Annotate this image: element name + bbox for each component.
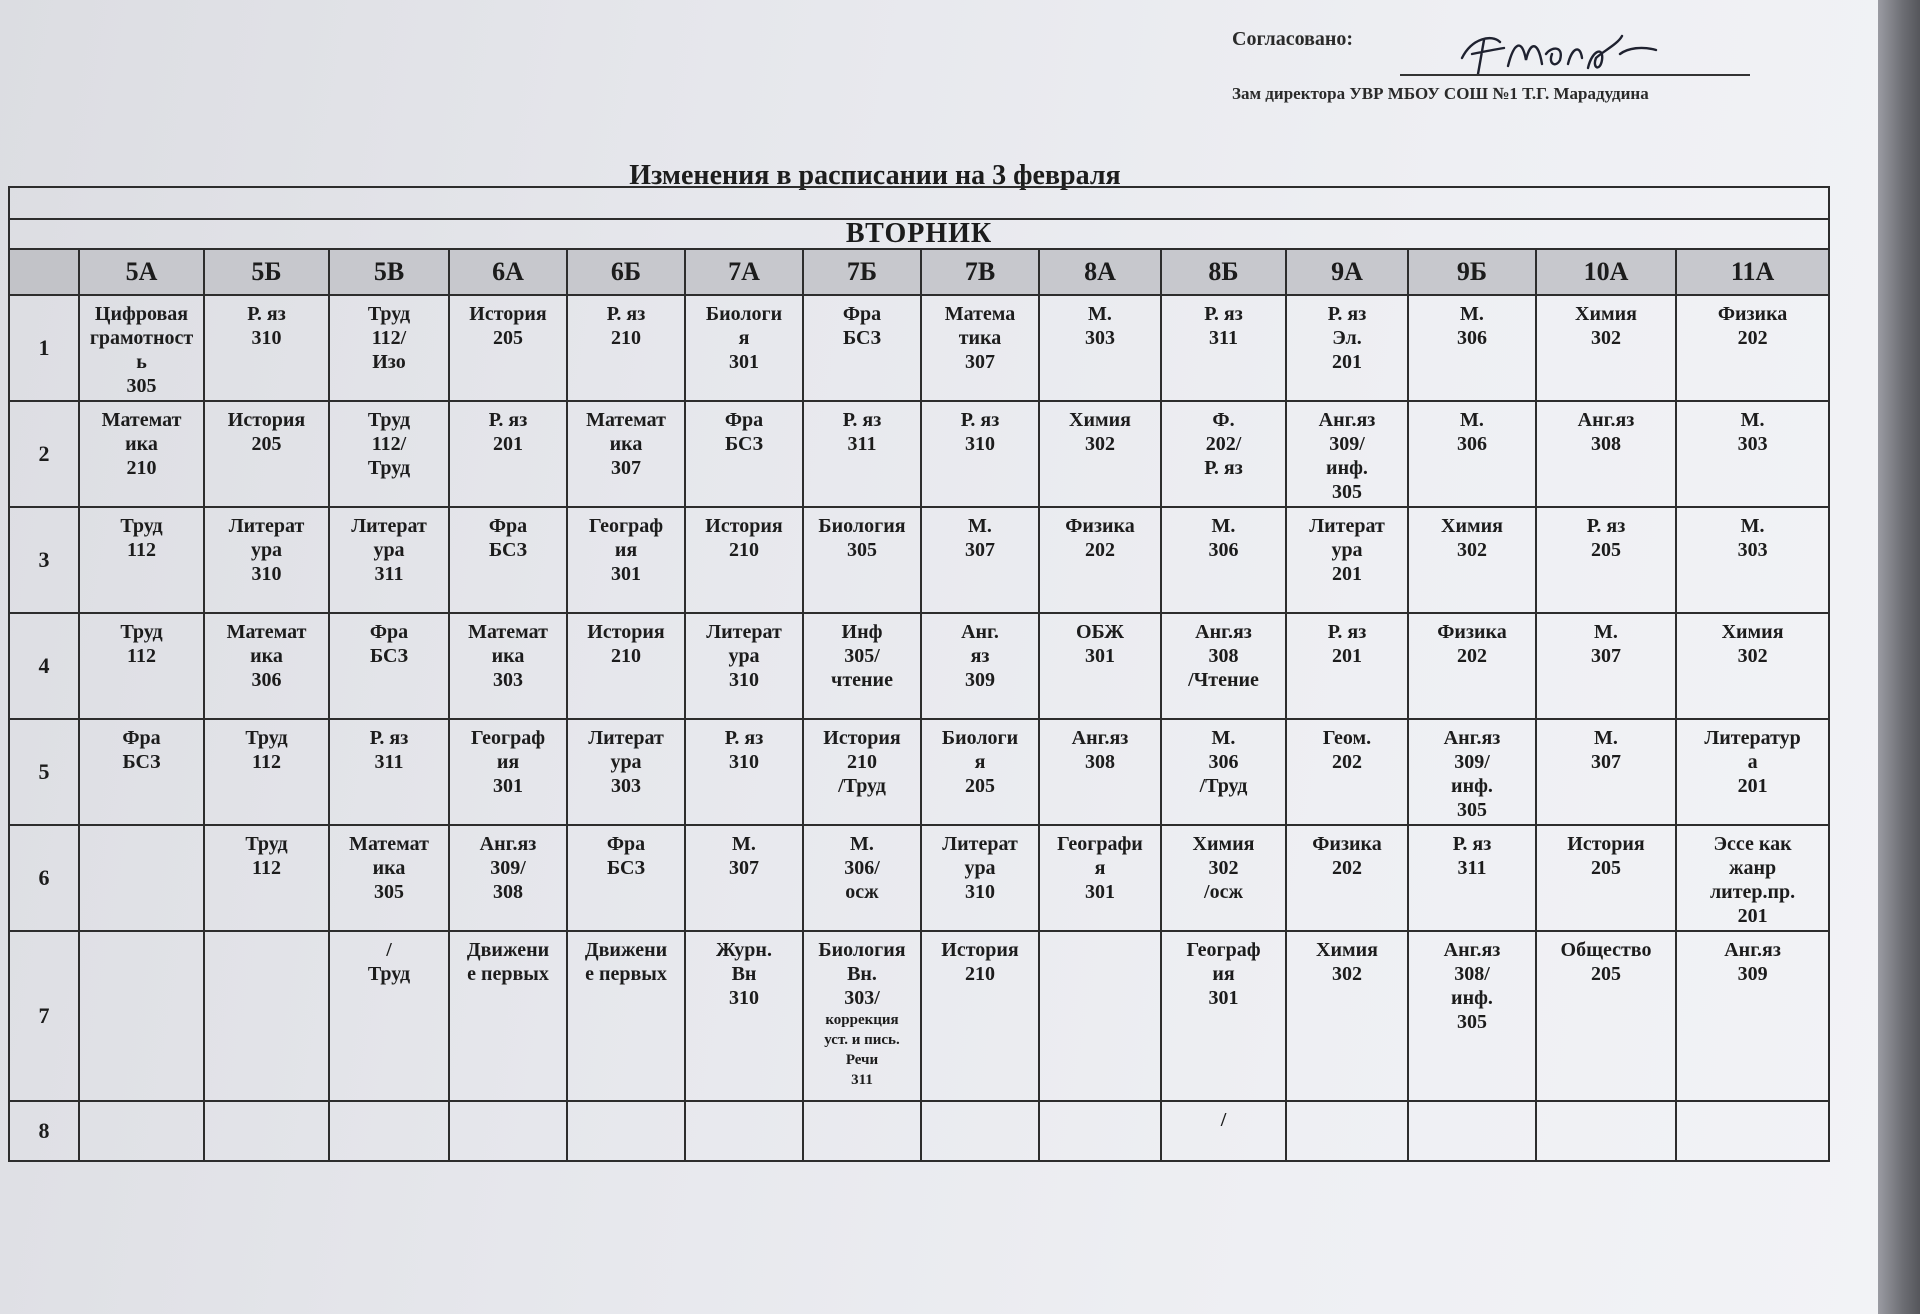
schedule-cell [685,825,803,931]
class-header: 6А [449,249,567,295]
signature-line [1400,74,1750,76]
subject-room-text: Математ ика 303 [468,621,548,691]
subject-room-text: Физика 202 [1065,515,1135,561]
class-header: 9Б [1408,249,1536,295]
schedule-cell [329,613,449,719]
schedule-cell [921,401,1039,507]
subject-room-text: Анг.яз 308/ инф. 305 [1443,939,1501,1033]
subject-room-text: Анг.яз 309/ 308 [479,833,537,903]
approval-block [1232,24,1772,114]
subject-room-text: Р. яз 311 [369,727,409,773]
subject-room-text: Химия 302 [1441,515,1503,561]
subject-room-text: Эссе как жанр литер.пр. 201 [1709,833,1796,927]
schedule-cell [685,719,803,825]
schedule-cell [329,825,449,931]
schedule-cell [449,719,567,825]
schedule-cell [329,931,449,1101]
schedule-cell [449,1101,567,1161]
subject-room-text: Химия 302 [1069,409,1131,455]
subject-room-text: Р. яз 311 [1452,833,1492,879]
subject-room-text: Фра БСЗ [606,833,646,879]
schedule-cell [685,295,803,401]
subject-room-text: История 210 /Труд [823,727,901,797]
subject-room-text: Р. яз 311 [842,409,882,455]
schedule-cell [329,401,449,507]
schedule-cell [1408,507,1536,613]
subject-room-text: Р. яз 311 [1204,303,1243,349]
schedule-cell [1039,295,1161,401]
subject-room-text: М. 306/ осж [844,833,880,903]
subject-room-text: М. 306 [1457,409,1487,455]
subject-room-text: Математ ика 305 [349,833,429,903]
lesson-row [9,295,1829,401]
schedule-cell [79,825,204,931]
schedule-cell [79,507,204,613]
subject-room-text: Р. яз 310 [247,303,286,349]
lesson-number: 2 [9,401,79,507]
subject-room-text: М. 303 [1085,303,1115,349]
schedule-cell [1286,295,1408,401]
schedule-table [8,186,1830,1162]
lesson-row [9,931,1829,1101]
day-row [9,219,1829,249]
schedule-cell [803,1101,921,1161]
subject-room-text: Анг.яз 308 [1071,727,1129,773]
schedule-cell [1408,825,1536,931]
schedule-cell [449,825,567,931]
schedule-cell [1536,931,1676,1101]
schedule-cell [567,719,685,825]
day-label: ВТОРНИК [9,219,1829,249]
schedule-cell [204,507,329,613]
subject-room-text: Фра БСЗ [122,727,161,773]
schedule-cell [204,401,329,507]
schedule-body [9,295,1829,1161]
subject-room-text: Физика 202 [1312,833,1382,879]
schedule-cell [79,401,204,507]
subject-room-text: М. 303 [1737,409,1768,455]
correction-note-text: коррекция уст. и пись. Речи 311 [824,1012,900,1088]
schedule-cell [1039,401,1161,507]
class-header: 7А [685,249,803,295]
schedule-cell [921,719,1039,825]
schedule-cell [204,1101,329,1161]
schedule-cell [1408,295,1536,401]
schedule-cell [79,931,204,1101]
subject-room-text: Географ ия 301 [588,515,664,585]
lesson-number: 7 [9,931,79,1101]
page-title: Изменения в расписании на 3 февраля [629,160,1121,191]
subject-room-text: Химия 302 [1575,303,1637,349]
schedule-cell [1676,401,1829,507]
subject-room-text: Литерат ура 310 [228,515,305,585]
subject-room-text: Литерат ура 310 [706,621,782,691]
subject-room-text: История 210 [587,621,665,667]
desk-background [1878,0,1920,1314]
subject-room-text: Р. яз 201 [1327,621,1367,667]
subject-room-text: Географ ия 301 [470,727,546,797]
subject-room-text: Инф 305/ чтение [831,621,893,691]
schedule-cell [1536,1101,1676,1161]
schedule-cell [921,295,1039,401]
lesson-row [9,825,1829,931]
schedule-cell [685,931,803,1101]
subject-room-text: Литерат ура 303 [588,727,664,797]
schedule-cell [1039,613,1161,719]
schedule-cell [803,295,921,401]
schedule-cell [1161,507,1286,613]
class-header: 5А [79,249,204,295]
subject-room-text: Труд 112 [245,833,288,879]
schedule-cell [1408,1101,1536,1161]
subject-room-text: Труд 112 [245,727,288,773]
schedule-cell [567,1101,685,1161]
subject-room-text: Биологи я 205 [941,727,1019,797]
schedule-cell [1536,401,1676,507]
subject-room-text: Фра БСЗ [369,621,409,667]
subject-room-text: Математ ика 307 [586,409,666,479]
schedule-cell [204,295,329,401]
subject-room-text: ОБЖ 301 [1075,621,1125,667]
schedule-cell [1039,1101,1161,1161]
subject-room-text: Биология Вн. 303/ [818,939,906,1009]
subject-room-text: История 205 [469,303,547,349]
class-header: 11А [1676,249,1829,295]
subject-room-text: М. 306 [1208,515,1239,561]
schedule-cell [79,1101,204,1161]
schedule-cell [1286,401,1408,507]
schedule-cell [79,613,204,719]
subject-room-text: Биологи я 301 [705,303,783,373]
lesson-row [9,719,1829,825]
schedule-cell [921,507,1039,613]
schedule-cell [1161,613,1286,719]
schedule-cell [449,613,567,719]
subject-room-text: Анг.яз 309/ инф. 305 [1443,727,1501,821]
schedule-cell [1536,719,1676,825]
schedule-cell [1286,1101,1408,1161]
subject-room-text: Р. яз 201 [488,409,528,455]
schedule-cell [685,613,803,719]
class-header: 7В [921,249,1039,295]
schedule-cell [1039,507,1161,613]
subject-room-text: Анг.яз 309 [1724,939,1781,985]
subject-room-text: История 205 [227,409,306,455]
subject-room-text: Математ ика 210 [101,409,182,479]
top-blank-cell [9,187,1829,219]
subject-room-text: Движени е первых [584,939,668,985]
subject-room-text: Р. яз 210 [606,303,646,349]
schedule-cell [1161,401,1286,507]
schedule-cell [567,613,685,719]
schedule-cell [1039,825,1161,931]
class-header: 5Б [204,249,329,295]
subject-room-text: Литератур а 201 [1704,727,1801,797]
schedule-cell [1039,719,1161,825]
subject-room-text: Химия 302 /осж [1192,833,1255,903]
lesson-number: 3 [9,507,79,613]
class-header: 5В [329,249,449,295]
subject-room-text: Географи я 301 [1057,833,1143,903]
subject-room-text: Журн. Вн 310 [716,939,772,1009]
schedule-cell [1676,295,1829,401]
schedule-cell [803,825,921,931]
lesson-row [9,613,1829,719]
schedule-cell [685,401,803,507]
approver-position: Зам директора УВР МБОУ СОШ №1 Т.Г. Марадудина [1232,84,1649,103]
subject-room-text: Р. яз 310 [960,409,1000,455]
schedule-cell [204,931,329,1101]
subject-room-text: Анг.яз 309/ инф. 305 [1318,409,1376,503]
subject-room-text: Анг.яз 308 [1577,409,1635,455]
schedule-cell [1536,825,1676,931]
lesson-number: 5 [9,719,79,825]
subject-room-text: История 210 [941,939,1019,985]
schedule-cell [1161,295,1286,401]
subject-room-text: Физика 202 [1717,303,1788,349]
subject-room-text: Физика 202 [1437,621,1507,667]
subject-room-text: Фра БСЗ [724,409,764,455]
subject-room-text: Р. яз Эл. 201 [1327,303,1367,373]
schedule-cell [1676,719,1829,825]
subject-room-text: М. 307 [1591,621,1621,667]
schedule-cell [1286,719,1408,825]
schedule-cell [803,613,921,719]
subject-room-text: М. 303 [1737,515,1768,561]
subject-room-text: М. 307 [729,833,759,879]
schedule-cell [1286,613,1408,719]
schedule-cell [204,825,329,931]
schedule-cell [921,1101,1039,1161]
class-header: 7Б [803,249,921,295]
schedule-cell [567,931,685,1101]
subject-room-text: / [1220,1109,1227,1131]
subject-room-text: Р. яз 310 [724,727,764,773]
schedule-cell [1286,931,1408,1101]
lesson-number: 4 [9,613,79,719]
subject-room-text: Общество 205 [1560,939,1652,985]
subject-room-text: Ф. 202/ Р. яз [1204,409,1243,479]
top-blank-row [9,187,1829,219]
subject-room-text: Матема тика 307 [944,303,1016,373]
schedule-cell [1286,825,1408,931]
schedule-cell [1161,931,1286,1101]
schedule-cell [1676,1101,1829,1161]
corner-cell [9,249,79,295]
schedule-cell [79,295,204,401]
schedule-cell [1536,295,1676,401]
subject-room-text: Движени е первых [466,939,550,985]
subject-room-text: Химия 302 [1316,939,1378,985]
schedule-cell [449,507,567,613]
schedule-cell [567,825,685,931]
subject-room-text: Труд 112 [120,515,163,561]
schedule-cell [1161,825,1286,931]
schedule-cell [567,507,685,613]
schedule-cell [921,825,1039,931]
subject-room-text: Труд 112/ Изо [367,303,411,373]
schedule-cell [803,507,921,613]
schedule-cell [329,1101,449,1161]
subject-room-text: Биология 305 [818,515,906,561]
schedule-cell [329,719,449,825]
schedule-cell [1408,613,1536,719]
schedule-cell [1408,401,1536,507]
subject-room-text: М. 306 [1457,303,1487,349]
subject-room-text: Химия 302 [1721,621,1784,667]
schedule-cell [1676,825,1829,931]
schedule-cell [685,1101,803,1161]
subject-room-text: Литерат ура 311 [351,515,427,585]
schedule-cell [1676,931,1829,1101]
subject-room-text: Анг.яз 308 /Чтение [1188,621,1259,691]
schedule-cell [1161,1101,1286,1161]
class-header-row [9,249,1829,295]
schedule-cell [329,507,449,613]
subject-room-text: Литерат ура 310 [942,833,1018,903]
subject-room-text: Географ ия 301 [1186,939,1261,1009]
lesson-row [9,507,1829,613]
subject-room-text: / Труд [367,939,411,985]
subject-room-text: Математ ика 306 [226,621,307,691]
class-header: 6Б [567,249,685,295]
schedule-cell [204,613,329,719]
schedule-cell [449,295,567,401]
schedule-cell [1408,719,1536,825]
schedule-cell [449,401,567,507]
schedule-cell [921,613,1039,719]
schedule-cell [1286,507,1408,613]
schedule-cell [803,719,921,825]
subject-room-text: М. 307 [1591,727,1621,773]
schedule-cell [1039,931,1161,1101]
subject-room-text: Труд 112/ Труд [367,409,411,479]
subject-room-text: Геом. 202 [1322,727,1372,773]
lesson-row [9,401,1829,507]
schedule-cell [1676,613,1829,719]
schedule-cell [567,401,685,507]
subject-room-text: История 210 [705,515,783,561]
subject-room-text: Цифровая грамотност ь 305 [89,303,194,397]
subject-room-text: М. 307 [965,515,995,561]
approval-label: Согласовано: [1232,28,1354,50]
lesson-number: 8 [9,1101,79,1161]
class-header: 9А [1286,249,1408,295]
schedule-cell [567,295,685,401]
schedule-cell [685,507,803,613]
subject-room-text: Труд 112 [120,621,163,667]
subject-room-text: Литерат ура 201 [1309,515,1385,585]
lesson-number: 1 [9,295,79,401]
lesson-row [9,1101,1829,1161]
schedule-cell [1536,507,1676,613]
schedule-cell [1408,931,1536,1101]
class-header: 8А [1039,249,1161,295]
schedule-cell [1676,507,1829,613]
class-header: 8Б [1161,249,1286,295]
schedule-cell [1161,719,1286,825]
lesson-number: 6 [9,825,79,931]
subject-room-text: Анг. яз 309 [961,621,999,691]
schedule-cell [803,931,921,1101]
schedule-cell [921,931,1039,1101]
subject-room-text: Фра БСЗ [842,303,882,349]
schedule-cell [1536,613,1676,719]
class-header: 10А [1536,249,1676,295]
schedule-cell [803,401,921,507]
subject-room-text: Р. яз 205 [1586,515,1626,561]
subject-room-text: М. 306 /Труд [1199,727,1248,797]
schedule-cell [329,295,449,401]
schedule-cell [79,719,204,825]
schedule-cell [204,719,329,825]
subject-room-text: Фра БСЗ [488,515,528,561]
schedule-cell [449,931,567,1101]
subject-room-text: История 205 [1567,833,1645,879]
